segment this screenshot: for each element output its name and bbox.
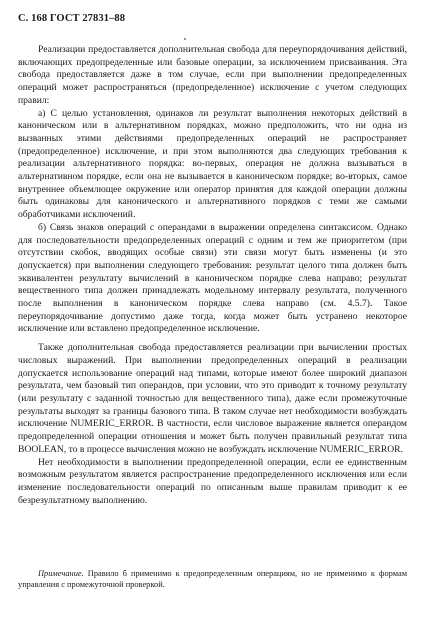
note-label: Примечание. <box>38 569 84 578</box>
note-text: Правило б применимо к предопределенным операциям, но не применимо к формам управления с промежуточной проверкой. <box>18 569 407 589</box>
scan-speck <box>184 38 186 40</box>
footnote <box>18 568 407 590</box>
paragraph-rule-b: б) Связь знаков операций с операндами в выражении определена синтаксисом. Однако для последовательности предопределенных операций с одним и тем же приоритетом (при отсутствии скобок, вводящих особые связи) эти связи могут быть изменены (и это допускается) при выполнении следующего требования: результат целого типа должен быть эквивалентен результату вычислений в каноническом порядке слева направо; результат вещественного типа должен принадлежать модельному интервалу результата, полученного после выполнения в каноническом порядке слева направо (см. 4.5.7). Такое переупорядочивание допустимо даже тогда, когда может быть устранено некоторое исключение или вставлено предопределенное исключение. <box>18 221 407 335</box>
paragraph-intro: Реализации предоставляется дополнительная свобода для переупорядочивания действий, включающих предопределенные или базовые операции, за исключением присваивания. Эта свобода предоставляется даже в том случае, если при выполнении предопределенных операций может распространяться (предопределенное) исключение с учетом следующих правил: <box>18 44 407 106</box>
paragraph-rule-a: а) С целью установления, одинаков ли результат выполнения некоторых действий в каноническом или в альтернативном порядках, можно предположить, что ни одна из вызванных этими действиями предопределенных операций не распространяет (предопределенное) исключение, и при этом выполняются два следующих требования к реализации альтернативного порядка: во-первых, операция не должна вызываться в альтернативном порядке, если она не вызывается в каноническом порядке; во-вторых, самое внутреннее объемлющее окружение или оператор принятия для каждой операции должны быть одинаковы для канонического и альтернативного порядков с теми же самыми обработчиками исключений. <box>18 107 407 221</box>
page-header: С. 168 ГОСТ 27831–88 <box>18 13 126 24</box>
main-text <box>18 44 407 507</box>
paragraph-numeric: Также дополнительная свобода предоставляется реализации при вычислении простых числовых выражений. При выполнении предопределенных операций в реализации допускается использование операций над типами, которые имеют более широкий диапазон результата, чем базовый тип операндов, при условии, что это приводит к точному результату (или результату с заданной точностью для вещественного типа), даже если промежуточные результаты выходят за границы базового типа. В таком случае нет необходимости возбуждать исключение NUMERIC_ERROR. В частности, если числовое выражение является операндом предопределенной операции отношения и может быть получен правильный результат типа BOOLEAN, то в процессе вычисления можно не возбуждать исключение NUMERIC_ERROR. <box>18 342 407 455</box>
paragraph-exception: Нет необходимости в выполнении предопределенной операции, если ее единственным возможным результатом является распространение предопределенного исключения или если изменение последовательности операций по описанным выше правилам приводит к ее безрезультатному выполнению. <box>18 456 407 506</box>
